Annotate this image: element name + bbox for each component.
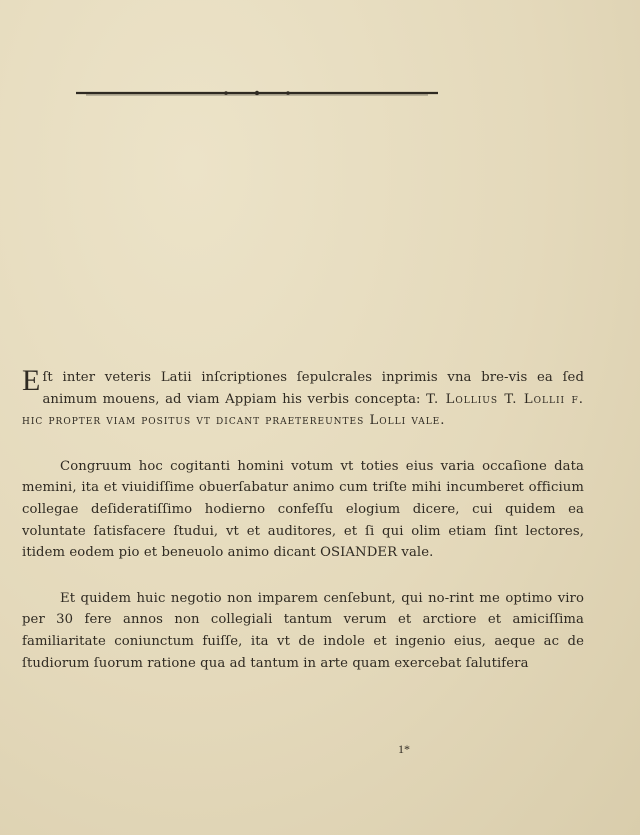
ornamental-rule: [76, 90, 438, 96]
body-text: [22, 364, 584, 674]
inscription-text: T. Lollius T. Lollii f. hic propter viam positus vt dicant praetereuntes Lolli vale.: [22, 391, 584, 429]
paragraph-1-text: ſt inter veteris Latii inſcriptiones ſepulcrales inprimis vna bre-vis ea ſed animum mouens, ad viam Appiam his verbis concepta:: [42, 370, 584, 407]
page-number: 1*: [398, 742, 410, 756]
drop-cap: E: [22, 364, 41, 397]
paragraph-3-text: Et quidem huic negotio non imparem cenſebunt, qui no-rint me optimo viro per 30 fere annos non collegiali tantum verum et arctiore et amiciſſima familiaritate coniunctum fuiſſe, ita vt de indole et ingenio eius, aeque ac de ſtudiorum ſuorum ratione qua ad tantum in arte quam exercebat ſalutifera: [22, 590, 584, 671]
paragraph-2-text: Congruum hoc cogitanti homini votum vt toties eius varia occaſione data memini, ita et viuidiſſime obuerſabatur animo cum triſte mihi incumberet officium collegae deſideratiſſimo hodierno confeſſu elogium dicere, cui quidem ea voluntate ſatisfacere ſtudui, vt et auditores, et ſi qui olim etiam ſint lectores, itidem eodem pio et beneuolo animo dicant OSIANDER vale.: [22, 458, 584, 561]
paragraph-3: [22, 588, 584, 674]
paragraph-2: [22, 456, 584, 564]
paragraph-1: [22, 364, 584, 432]
